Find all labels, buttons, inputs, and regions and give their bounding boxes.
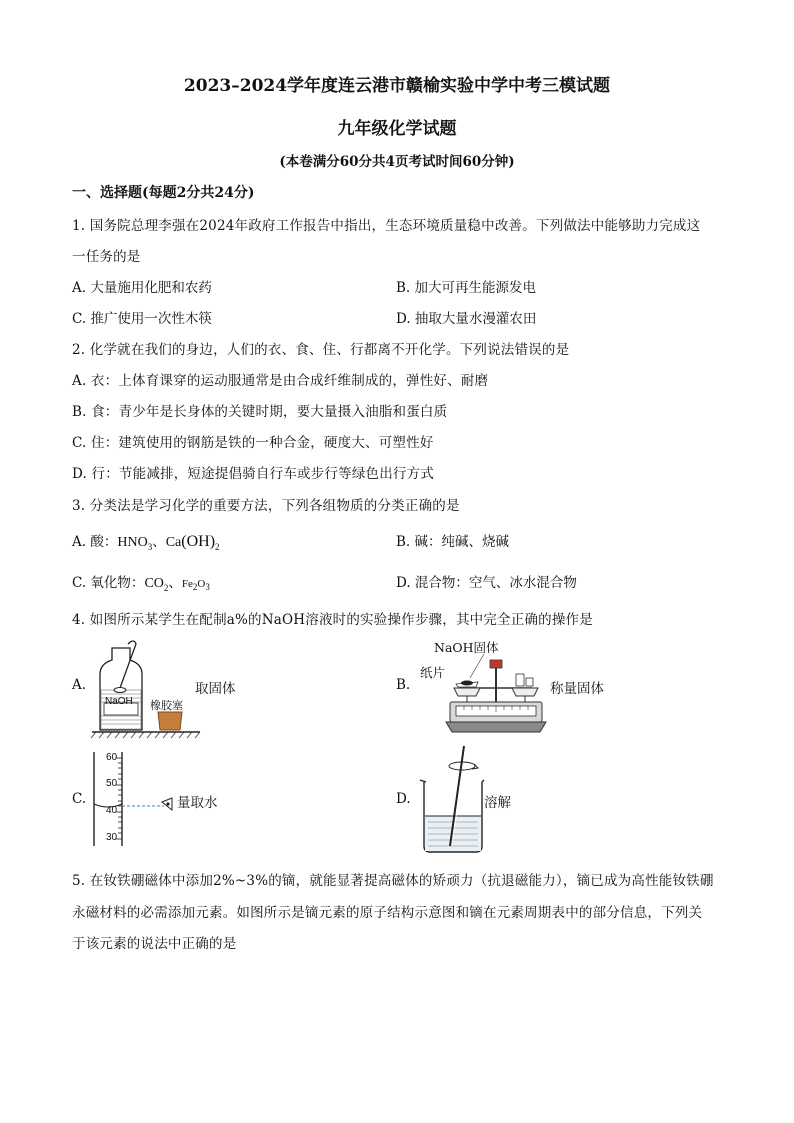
q3-c-prefix: C. 氧化物： xyxy=(72,575,145,591)
q1-option-a: A. 大量施用化肥和农药 xyxy=(72,280,212,296)
q3-c-formula-2 xyxy=(181,578,210,593)
q4-c-letter: C. xyxy=(72,791,87,807)
q2-option-c: C. 住：建筑使用的钢筋是铁的一种合金，硬度大、可塑性好 xyxy=(72,435,434,451)
q3-c-f2b-text: O xyxy=(197,578,206,590)
q3-a-sep: 、 xyxy=(152,534,166,550)
q1-stem-line2: 一任务的是 xyxy=(72,249,141,265)
q1-option-c: C. 推广使用一次性木筷 xyxy=(72,311,212,327)
q4-c-tick-40: 40 xyxy=(106,805,118,816)
q4-c-tick-60: 60 xyxy=(106,752,118,763)
q4-c-tick-30: 30 xyxy=(106,832,118,843)
q4-b-label: 称量固体 xyxy=(550,681,604,697)
q3-a-f1-sub: 3 xyxy=(147,541,153,552)
exam-title: 2023–2024学年度连云港市赣榆实验中学中考三模试题 xyxy=(183,76,611,96)
q3-option-a xyxy=(72,530,220,552)
q4-c-label: 量取水 xyxy=(177,795,218,811)
q4-a-letter: A. xyxy=(72,677,87,693)
q3-a-formula-1 xyxy=(117,535,152,550)
q4-a-label: 取固体 xyxy=(195,681,236,697)
q3-c-f1-text: CO xyxy=(144,576,164,591)
q3-c-f2a-text: Fe xyxy=(181,578,193,590)
q4-figure-c-graduated-cylinder xyxy=(86,748,182,848)
q4-d-label: 溶解 xyxy=(484,795,511,811)
q1-option-b: B. 加大可再生能源发电 xyxy=(396,280,537,296)
q4-figure-a-reagent-bottle xyxy=(90,640,210,740)
q2-option-b: B. 食：青少年是长身体的关键时期，要大量摄入油脂和蛋白质 xyxy=(72,404,448,420)
q3-a-f2-sub: 2 xyxy=(215,541,220,552)
q3-stem: 3. 分类法是学习化学的重要方法，下列各组物质的分类正确的是 xyxy=(72,498,460,514)
q5-stem-line1: 5. 在钕铁硼磁体中添加2%~3%的镝，就能显著提高磁体的矫顽力（抗退磁能力），镝已成为高性能钕铁硼 xyxy=(72,873,714,889)
q3-a-prefix: A. 酸： xyxy=(72,534,118,550)
q3-a-f2-text: Ca xyxy=(165,535,182,550)
q1-stem-line1: 1. 国务院总理李强在2024年政府工作报告中指出，生态环境质量稳中改善。下列做法中能够助力完成这 xyxy=(72,218,701,234)
q4-b-paper-label: 纸片 xyxy=(420,665,446,680)
q3-c-f1-sub: 2 xyxy=(163,582,169,593)
q3-a-formula-2 xyxy=(166,535,220,550)
q2-option-a: A. 衣：上体育课穿的运动服通常是由合成纤维制成的，弹性好、耐磨 xyxy=(72,373,489,389)
q3-c-sep: 、 xyxy=(168,575,182,591)
q4-figure-b-balance xyxy=(440,652,552,736)
q5-stem-line2: 永磁材料的必需添加元素。如图所示是镝元素的原子结构示意图和镝在元素周期表中的部分信息，下列关 xyxy=(72,905,703,921)
q3-option-d: D. 混合物：空气、冰水混合物 xyxy=(396,575,577,591)
exam-note: (本卷满分60分共4页考试时间60分钟) xyxy=(279,154,515,170)
q3-c-f2b-sub: 3 xyxy=(205,582,210,593)
q3-option-c xyxy=(72,571,210,593)
q3-a-f1-text: HNO xyxy=(117,535,148,550)
q4-figure-d-beaker xyxy=(416,742,486,854)
q4-b-top-label: NaOH固体 xyxy=(434,640,499,655)
q1-option-d: D. 抽取大量水漫灌农田 xyxy=(396,311,537,327)
q3-a-f2-paren: (OH) xyxy=(181,533,216,550)
q4-d-letter: D. xyxy=(396,791,411,807)
q4-b-letter: B. xyxy=(396,677,411,693)
q3-c-f2a-sub: 2 xyxy=(192,582,198,593)
q4-a-stopper-label: 橡胶塞 xyxy=(150,699,183,712)
q4-a-bottle-label: NaOH xyxy=(105,696,133,707)
q2-stem: 2. 化学就在我们的身边，人们的衣、食、住、行都离不开化学。下列说法错误的是 xyxy=(72,342,570,358)
q4-c-tick-50: 50 xyxy=(106,778,118,789)
q3-option-b: B. 碱：纯碱、烧碱 xyxy=(396,534,510,550)
q4-stem: 4. 如图所示某学生在配制a%的NaOH溶液时的实验操作步骤，其中完全正确的操作是 xyxy=(72,612,593,628)
q3-c-formula-1 xyxy=(144,576,168,591)
exam-subtitle: 九年级化学试题 xyxy=(337,119,457,139)
q5-stem-line3: 于该元素的说法中正确的是 xyxy=(72,936,237,952)
q2-option-d: D. 行：节能减排，短途提倡骑自行车或步行等绿色出行方式 xyxy=(72,466,435,482)
section-heading: 一、选择题(每题2分共24分) xyxy=(72,185,255,201)
